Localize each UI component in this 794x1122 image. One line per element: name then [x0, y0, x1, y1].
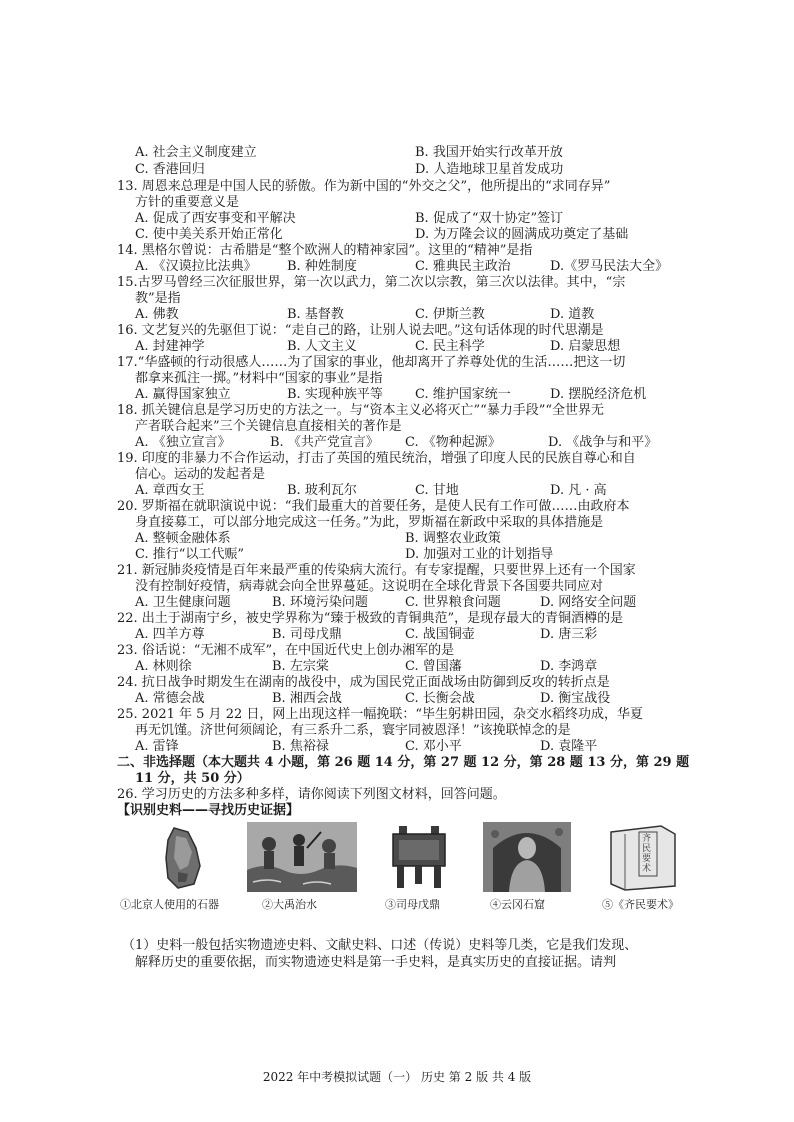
yu-flood-control-image	[247, 822, 357, 892]
q25-option-c: C. 邓小平	[405, 739, 462, 754]
q15-stem-line1: 15.古罗马曾经三次征服世界，第一次以武力，第二次以宗教，第三次以法律。其中，“宗	[117, 275, 626, 290]
q20-option-d: D. 加强对工业的计划指导	[405, 547, 554, 562]
q15-stem-line2: 教”是指	[135, 291, 181, 306]
q21-option-a: A. 卫生健康问题	[135, 595, 231, 610]
q26-sub1-line1: （1）史料一般包括实物遗迹史料、文献史料、口述（传说）史料等几类，它是我们发现、	[122, 938, 638, 953]
q19-stem-line1: 19. 印度的非暴力不合作运动，打击了英国的殖民统治，增强了印度人民的民族自尊心和自	[117, 451, 636, 466]
q13-option-d: D. 为万隆会议的圆满成功奠定了基础	[415, 227, 629, 242]
q13-stem-line1: 13. 周恩来总理是中国人民的骄傲。作为新中国的“外交之父”，他所提出的“求同存异”	[117, 179, 611, 194]
q21-option-b: B. 环境污染问题	[272, 595, 368, 610]
q18-option-d: D. 《战争与和平》	[548, 435, 658, 450]
q18-option-a: A. 《独立宣言》	[135, 435, 231, 450]
q24-stem: 24. 抗日战争时期发生在湖南的战役中，成为国民党正面战场由防御到反攻的转折点是	[117, 675, 610, 690]
caption-stone-tool: ①北京人使用的石器	[120, 898, 219, 911]
q15-option-b: B. 基督教	[287, 307, 344, 322]
q25-option-b: B. 焦裕禄	[272, 739, 329, 754]
q15-option-d: D. 道教	[550, 307, 595, 322]
q18-option-c: C. 《物种起源》	[405, 435, 501, 450]
q22-option-c: C. 战国铜壶	[405, 627, 475, 642]
simuwu-ding-image	[385, 822, 453, 892]
q25-option-d: D. 袁隆平	[540, 739, 598, 754]
caption-qimin-yaoshu: ⑤《齐民要术》	[602, 898, 679, 911]
q19-option-a: A. 章西女王	[135, 483, 205, 498]
qimin-yaoshu-book-image	[603, 822, 683, 892]
q20-option-b: B. 调整农业政策	[405, 531, 501, 546]
q22-option-a: A. 四羊方尊	[135, 627, 205, 642]
q22-stem: 22. 出土于湖南宁乡，被史学界称为“臻于极致的青铜典范”，是现存最大的青铜酒樽的是	[117, 611, 624, 626]
q16-option-c: C. 民主科学	[415, 339, 485, 354]
q12-option-c: C. 香港回归	[135, 162, 205, 177]
q25-stem-line2: 再无饥馑。济世何须阔论，有三系升二系，寰宇同被恩泽！”该挽联悼念的是	[135, 723, 571, 738]
q22-option-d: D. 唐三彩	[540, 627, 598, 642]
q19-option-c: C. 甘地	[415, 483, 459, 498]
q14-stem: 14. 黑格尔曾说：古希腊是“整个欧洲人的精神家园”。这里的“精神”是指	[117, 243, 533, 258]
q14-option-a: A. 《汉谟拉比法典》	[135, 259, 257, 274]
q21-stem-line2: 没有控制好疫情，病毒就会向全世界蔓延。这说明在全球化背景下各国要共同应对	[135, 579, 604, 594]
q16-option-b: B. 人文主义	[287, 339, 357, 354]
yungang-grottoes-image	[483, 822, 571, 892]
q18-stem-line2: 产者联合起来”三个关键信息直接相关的著作是	[135, 419, 402, 434]
q23-option-c: C. 曾国藩	[405, 659, 462, 674]
q14-option-b: B. 种姓制度	[287, 259, 357, 274]
q17-option-c: C. 维护国家统一	[415, 387, 511, 402]
q16-stem: 16. 文艺复兴的先驱但丁说：“走自己的路，让别人说去吧。”这句话体现的时代思潮是	[117, 323, 604, 338]
book-title-text: 齐民要术	[642, 834, 652, 874]
q23-option-b: B. 左宗棠	[272, 659, 329, 674]
q14-option-d: D.《罗马民法大全》	[550, 259, 669, 274]
q13-stem-line2: 方针的重要意义是	[135, 195, 240, 210]
q20-stem-line1: 20. 罗斯福在就职演说中说：“我们最重大的首要任务，是使人民有工作可做……由政府本	[117, 499, 630, 514]
q17-option-a: A. 赢得国家独立	[135, 387, 231, 402]
caption-simuwu-ding: ③司母戊鼎	[385, 898, 440, 911]
q26-sub1-line2: 解释历史的重要依据，而实物遗迹史料是第一手史料，是真实历史的直接证据。请判	[135, 955, 617, 970]
stone-tool-image	[148, 822, 218, 892]
q24-option-c: C. 长衡会战	[405, 691, 475, 706]
q26-stem: 26. 学习历史的方法多种多样，请你阅读下列图文材料，回答问题。	[117, 787, 506, 802]
q25-option-a: A. 雷锋	[135, 739, 179, 754]
caption-yu-flood: ②大禹治水	[262, 898, 317, 911]
q15-option-a: A. 佛教	[135, 307, 179, 322]
caption-yungang: ④云冈石窟	[490, 898, 545, 911]
part2-heading-line2: 11 分，共 50 分）	[135, 771, 250, 786]
q25-stem-line1: 25. 2021 年 5 月 22 日，网上出现这样一幅挽联：“毕生躬耕田园，杂交水稻终功成，华夏	[117, 707, 644, 722]
q21-stem-line1: 21. 新冠肺炎疫情是百年来最严重的传染病大流行。有专家提醒，只要世界上还有一个国家	[117, 563, 636, 578]
page-footer: 2022 年中考模拟试题（一） 历史 第 2 版 共 4 版	[262, 1070, 532, 1084]
q21-option-c: C. 世界粮食问题	[405, 595, 501, 610]
q17-option-d: D. 摆脱经济危机	[550, 387, 647, 402]
q17-option-b: B. 实现种族平等	[287, 387, 383, 402]
q13-option-c: C. 使中美关系开始正常化	[135, 227, 283, 242]
part2-heading-line1: 二、非选择题（本大题共 4 小题，第 26 题 14 分，第 27 题 12 分，第 28 题 13 分，第 29 题	[117, 755, 690, 770]
q24-option-a: A. 常德会战	[135, 691, 205, 706]
q13-option-b: B. 促成了“双十协定”签订	[415, 211, 564, 226]
q16-option-d: D. 启蒙思想	[550, 339, 621, 354]
q18-option-b: B. 《共产党宣言》	[270, 435, 379, 450]
q20-stem-line2: 身直接募工，可以部分地完成这一任务。”为此，罗斯福在新政中采取的具体措施是	[135, 515, 604, 530]
q12-option-a: A. 社会主义制度建立	[135, 145, 257, 160]
q12-option-d: D. 人造地球卫星首发成功	[415, 162, 564, 177]
q19-option-b: B. 玻利瓦尔	[287, 483, 357, 498]
q17-stem-line2: 都拿来孤注一掷。”材料中“国家的事业”是指	[135, 371, 383, 386]
q13-option-a: A. 促成了西安事变和平解决	[135, 211, 296, 226]
q24-option-b: B. 湘西会战	[272, 691, 342, 706]
q23-option-d: D. 李鸿章	[540, 659, 598, 674]
q14-option-c: C. 雅典民主政治	[415, 259, 511, 274]
q19-stem-line2: 信心。运动的发起者是	[135, 467, 266, 482]
q23-option-a: A. 林则徐	[135, 659, 192, 674]
q15-option-c: C. 伊斯兰教	[415, 307, 485, 322]
q21-option-d: D. 网络安全问题	[540, 595, 637, 610]
q20-option-a: A. 整顿金融体系	[135, 531, 231, 546]
q23-stem: 23. 俗话说：“无湘不成军”，在中国近代史上创办湘军的是	[117, 643, 455, 658]
q20-option-c: C. 推行“以工代赈”	[135, 547, 245, 562]
q24-option-d: D. 衡宝战役	[540, 691, 611, 706]
q22-option-b: B. 司母戊鼎	[272, 627, 342, 642]
q12-option-b: B. 我国开始实行改革开放	[415, 145, 563, 160]
q16-option-a: A. 封建神学	[135, 339, 205, 354]
q17-stem-line1: 17.“华盛顿的行动很感人……为了国家的事业，他却离开了养尊处优的生活……把这一切	[117, 355, 626, 370]
q19-option-d: D. 凡 · 高	[550, 483, 607, 498]
q26-section-title: 【识别史料——寻找历史证据】	[117, 803, 300, 818]
q18-stem-line1: 18. 抓关键信息是学习历史的方法之一。与“资本主义必将灭亡”“暴力手段”“全世界无	[117, 403, 605, 418]
